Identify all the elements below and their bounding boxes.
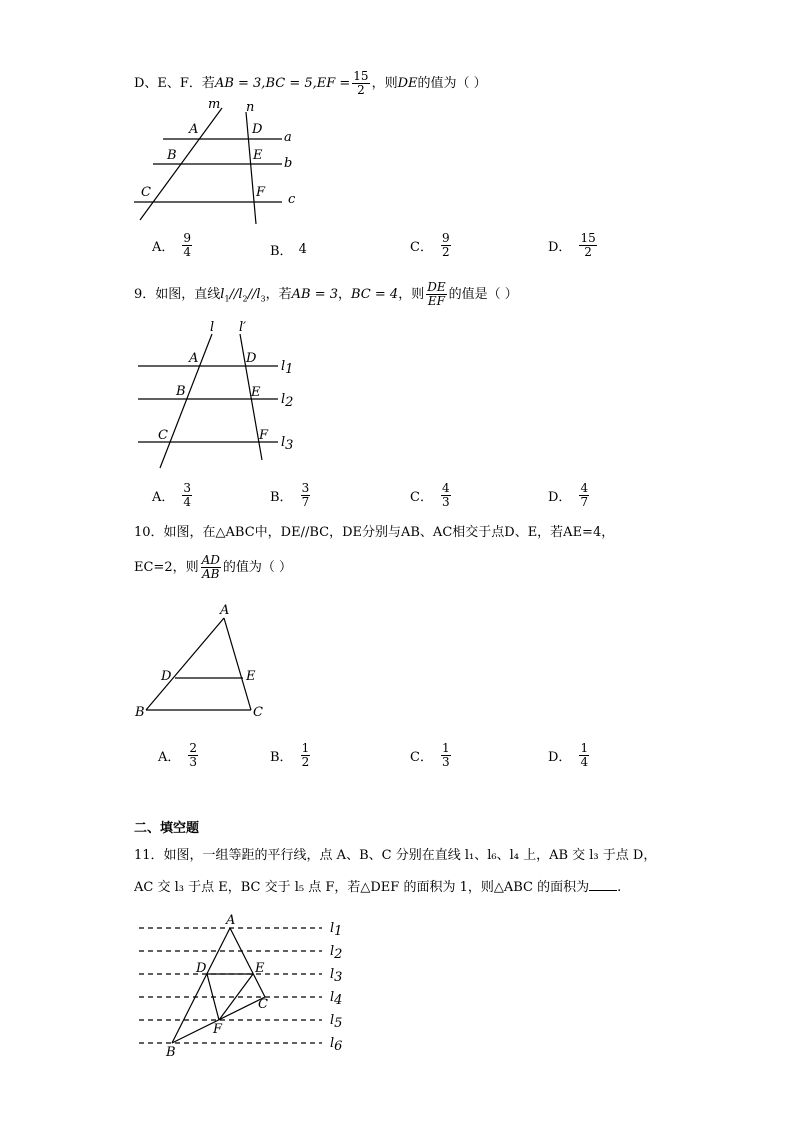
- q9-label-A: A: [189, 351, 199, 366]
- section-title: 二、填空题: [134, 821, 200, 836]
- q9-option-b[interactable]: B． $\frac{3}{7}$: [270, 481, 310, 509]
- q9-option-c[interactable]: C． $\frac{4}{3}$: [410, 481, 450, 509]
- q10-option-d[interactable]: D． $\frac{1}{4}$: [548, 741, 589, 769]
- q8-option-d[interactable]: D． $\frac{15}{2}$: [548, 231, 596, 259]
- q9-label-l1: l1: [281, 359, 294, 377]
- q8-label-a: a: [284, 130, 292, 145]
- q11-stem-line1: 11．如图，一组等距的平行线，点 A、B、C 分别在直线 l₁、l₆、l₄ 上，AB 交 l₃ 于点 D，: [134, 848, 657, 863]
- q11-label-l3: l3: [330, 967, 343, 985]
- q11-label-l4: l4: [330, 990, 343, 1008]
- q10-label-C: C: [253, 705, 263, 720]
- q10-stem-line2: EC=2，则 $\frac{AD}{AB}$ 的值为（ ）: [134, 553, 293, 581]
- q11-label-l6: l6: [330, 1036, 343, 1054]
- q8-fraction: $\frac{15}{2}$: [353, 69, 369, 97]
- q8-label-B: B: [167, 148, 177, 163]
- q8-label-D: D: [252, 122, 263, 137]
- q11-label-l2: l2: [330, 944, 343, 962]
- q8-label-C: C: [141, 185, 151, 200]
- q9-label-F: F: [259, 428, 269, 443]
- q9-label-C: C: [158, 428, 168, 443]
- q10-stem-line1: 10．如图，在△ABC中，DE//BC，DE分别与AB、AC相交于点D、E，若AE=4，: [134, 525, 615, 540]
- q9-label-lprime: l′: [239, 320, 247, 335]
- q10-label-D: D: [161, 669, 172, 684]
- q11-answer-blank[interactable]: [589, 877, 617, 891]
- q8-label-E: E: [253, 148, 263, 163]
- q8-stem-post: ，则: [371, 76, 398, 91]
- q10-label-E: E: [246, 669, 256, 684]
- q10-label-A: A: [220, 603, 230, 618]
- q8-option-a[interactable]: A． $\frac{9}{4}$: [152, 231, 192, 259]
- q10-side-ac: [224, 618, 251, 710]
- q9-label-B: B: [176, 384, 186, 399]
- q9-option-a[interactable]: A． $\frac{3}{4}$: [152, 481, 192, 509]
- q9-label-E: E: [251, 385, 261, 400]
- q8-de: DE: [397, 76, 418, 91]
- q9-label-l2: l2: [281, 392, 294, 410]
- q11-label-B: B: [166, 1045, 176, 1060]
- q11-label-l1: l1: [330, 921, 343, 939]
- q11-stem-line2: AC 交 l₃ 于点 E，BC 交于 l₅ 点 F，若△DEF 的面积为 1，则△ABC 的面积为 .: [134, 877, 621, 897]
- q10-label-B: B: [135, 705, 145, 720]
- q9-label-l3: l3: [281, 435, 294, 453]
- q8-condition: AB = 3,BC = 5,EF =: [214, 76, 351, 91]
- q9-label-D: D: [246, 351, 257, 366]
- q8-label-b: b: [284, 156, 293, 171]
- q8-label-F: F: [256, 185, 266, 200]
- q11-side-df: [207, 974, 219, 1020]
- q10-option-a[interactable]: A． $\frac{2}{3}$: [158, 741, 198, 769]
- q8-label-A: A: [189, 122, 199, 137]
- q8-ask: 的值为（ ）: [417, 76, 487, 91]
- q8-label-n: n: [246, 100, 255, 115]
- q10-option-c[interactable]: C． $\frac{1}{3}$: [410, 741, 450, 769]
- q8-label-m: m: [208, 97, 221, 112]
- q9-label-l: l: [210, 320, 215, 335]
- q11-label-E: E: [255, 961, 265, 976]
- q11-label-F: F: [213, 1022, 223, 1037]
- q9-line-l: [160, 334, 212, 468]
- q8-option-b[interactable]: B． 4: [270, 242, 307, 259]
- q11-label-D: D: [196, 961, 207, 976]
- q10-side-ab: [146, 618, 224, 710]
- q11-label-C: C: [258, 997, 268, 1012]
- q8-stem-pre: D、E、F．若: [134, 76, 215, 91]
- q9-option-d[interactable]: D． $\frac{4}{7}$: [548, 481, 589, 509]
- q9-stem: 9．如图，直线$l_1//l_2//l_3$，若AB = 3，BC = 4，则 $\frac{DE}{EF}$ 的值是（ ）: [134, 280, 518, 308]
- q8-option-c[interactable]: C． $\frac{9}{2}$: [410, 231, 450, 259]
- q8-label-c: c: [288, 192, 296, 207]
- q10-option-b[interactable]: B． $\frac{1}{2}$: [270, 741, 310, 769]
- q11-label-l5: l5: [330, 1013, 343, 1031]
- q11-label-A: A: [226, 913, 236, 928]
